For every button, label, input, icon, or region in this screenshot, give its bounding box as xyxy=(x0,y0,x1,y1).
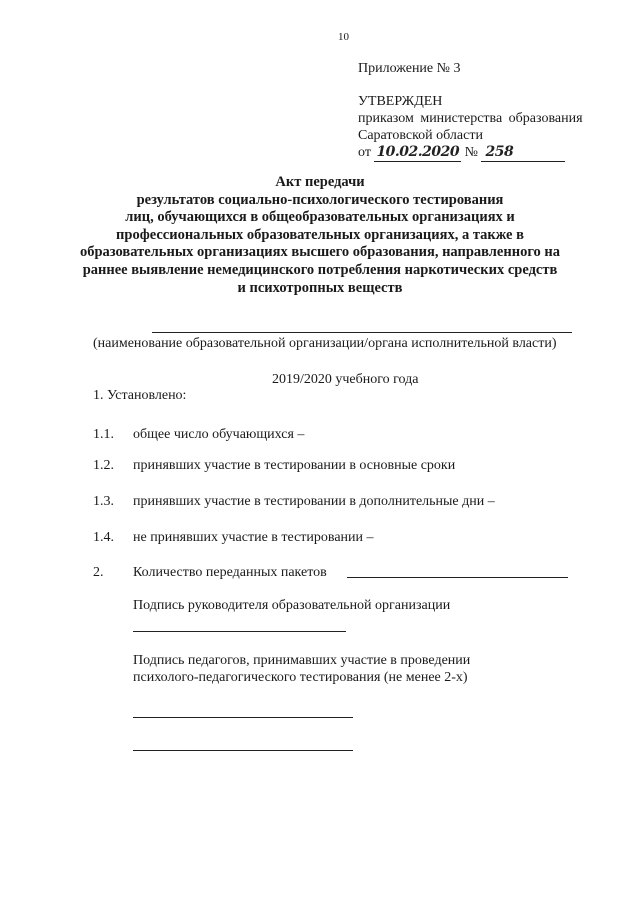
teachers-label-line-1: Подпись педагогов, принимавших участие в проведении xyxy=(133,653,471,668)
item-1-1 xyxy=(93,427,304,443)
date-prefix: от xyxy=(358,145,371,160)
title-line: лиц, обучающихся в общеобразовательных организациях и xyxy=(125,209,515,226)
teacher-signature-line-2 xyxy=(133,750,353,751)
organization-caption: (наименование образовательной организации/органа исполнительной власти) xyxy=(93,336,557,351)
academic-year: 2019/2020 учебного года xyxy=(272,372,419,387)
section-1-label: 1. Установлено: xyxy=(93,388,187,403)
title-line: Акт передачи xyxy=(275,174,365,190)
item-text: Количество переданных пакетов xyxy=(133,565,327,580)
order-line-1: приказом министерства образования xyxy=(358,111,583,126)
section-2 xyxy=(93,565,327,581)
title-line: образовательных организациях высшего образования, направленного на xyxy=(79,244,561,261)
item-number: 1.3. xyxy=(93,494,114,509)
page-number: 10 xyxy=(338,31,349,43)
teachers-signature-label xyxy=(133,652,470,686)
head-signature-line xyxy=(133,631,346,632)
teacher-signature-line-1 xyxy=(133,717,353,718)
appendix-label: Приложение № 3 xyxy=(358,61,461,76)
organization-name-line xyxy=(152,332,572,333)
title-line: раннее выявление немедицинского потребления наркотических средств xyxy=(82,261,558,278)
number-prefix: № xyxy=(464,145,478,160)
item-text: принявших участие в тестировании в дополнительные дни – xyxy=(133,494,495,509)
head-signature-label: Подпись руководителя образовательной организации xyxy=(133,598,451,613)
item-number: 2. xyxy=(93,565,104,580)
approval-block xyxy=(358,60,583,162)
title-line: результатов социально-психологического тестирования xyxy=(136,191,504,208)
item-number: 1.1. xyxy=(93,427,114,442)
item-text: принявших участие в тестировании в основные сроки xyxy=(133,458,456,473)
item-number: 1.2. xyxy=(93,458,114,473)
handwritten-number: 258 xyxy=(481,144,565,162)
handwritten-date: 10.02.2020 xyxy=(376,144,460,160)
order-date-number-line xyxy=(358,144,583,162)
item-1-4 xyxy=(93,530,374,546)
item-text: общее число обучающихся – xyxy=(133,427,305,442)
title-line: профессиональных образовательных организациях, а также в xyxy=(116,226,524,243)
teachers-label-line-2: психолого-педагогического тестирования (не менее 2-х) xyxy=(133,670,468,685)
item-1-3 xyxy=(93,494,495,510)
item-text: не принявших участие в тестировании – xyxy=(133,530,374,545)
item-number: 1.4. xyxy=(93,530,114,545)
packets-count-line xyxy=(347,577,568,578)
title-line: и психотропных веществ xyxy=(237,279,403,296)
approved-heading: УТВЕРЖДЕН xyxy=(358,94,443,109)
order-line-2: Саратовской области xyxy=(358,128,483,143)
document-title xyxy=(60,174,580,297)
item-1-2 xyxy=(93,458,455,474)
